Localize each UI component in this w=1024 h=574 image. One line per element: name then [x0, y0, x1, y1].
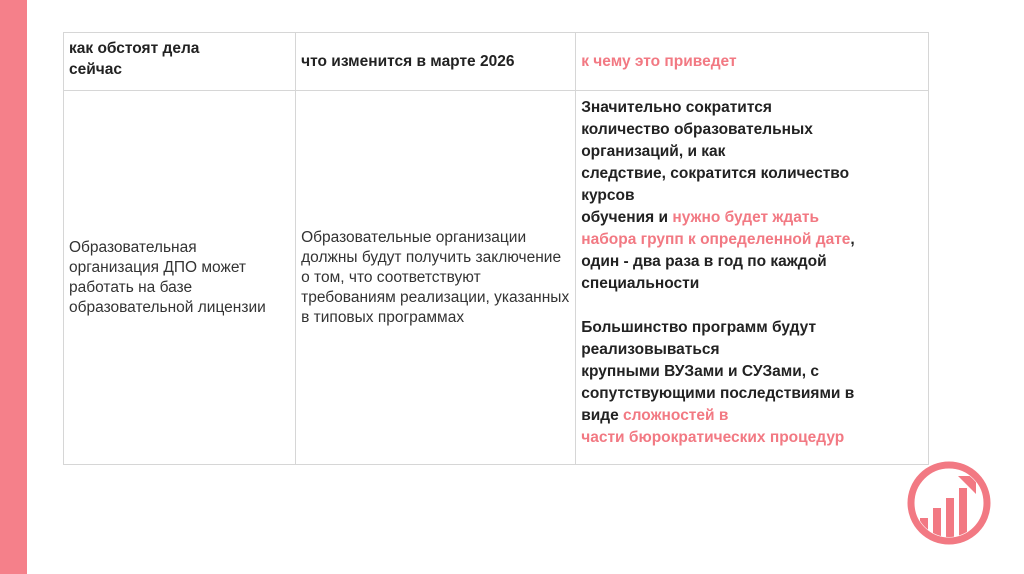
header-now: как обстоят дела сейчас	[69, 40, 200, 78]
cell-current-state	[64, 91, 296, 465]
table-row	[64, 91, 929, 465]
consequences-text: Значительно сократится количество образовательных организаций, и как следствие, сократится количество курсов обучения и нужно будет ждать набора групп к определенной дате, один - два раза в год по каждой специальности Большинство программ будут реализовываться крупными ВУЗами и СУЗами, с сопутствующими последствиями в виде сложностей в части бюрократических процедур	[581, 99, 855, 446]
header-result: к чему это приведет	[581, 52, 737, 70]
cell-change	[296, 91, 576, 465]
left-accent-bar	[0, 0, 27, 574]
comparison-table	[63, 32, 929, 465]
header-change: что изменится в марте 2026	[301, 52, 515, 70]
change-text: Образовательные организации должны будут получить заключение о том, что соответствуют требованиям реализации, указанных в типовых программах	[301, 228, 570, 326]
current-state-text: Образовательная организация ДПО может работать на базе образовательной лицензии	[69, 238, 266, 316]
header-cell-result	[576, 33, 929, 91]
header-cell-change	[296, 33, 576, 91]
cell-consequences	[576, 91, 929, 465]
growth-bars-logo	[906, 460, 992, 546]
header-cell-now	[64, 33, 296, 91]
table-header-row	[64, 33, 929, 91]
